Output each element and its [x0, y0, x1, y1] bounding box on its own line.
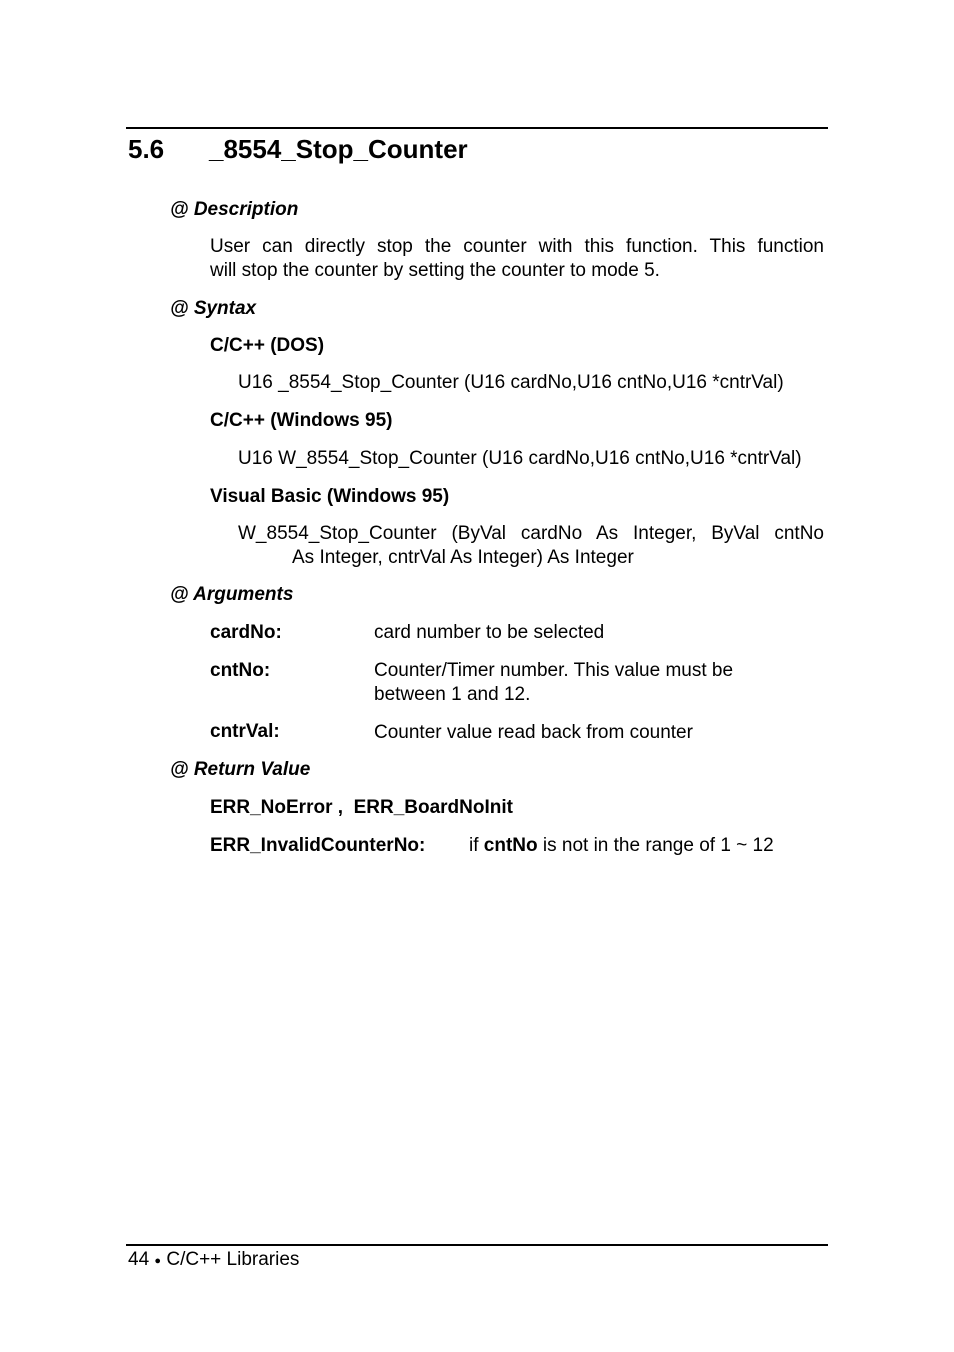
argument-desc-cardno: card number to be selected — [374, 622, 605, 643]
footer-text: C/C++ Libraries — [166, 1249, 300, 1270]
return-value-heading — [170, 758, 310, 782]
description-heading-text: Description — [193, 199, 299, 220]
description-line-2: will stop the counter by setting the counter to mode 5. — [210, 260, 660, 281]
header-rule — [126, 127, 828, 129]
return-value-codes: ERR_NoError , ERR_BoardNoInit — [210, 797, 513, 818]
syntax-vb-code-line-1: W_8554_Stop_Counter (ByVal cardNo As Integer, ByVal cntNo — [238, 523, 824, 544]
description-heading-at: @ — [170, 199, 189, 220]
syntax-vb-label: Visual Basic (Windows 95) — [210, 486, 450, 507]
section-number: 5.6 — [128, 134, 165, 164]
arguments-heading-text: Arguments — [193, 584, 294, 605]
error-desc-suffix: is not in the range of 1 ~ 12 — [537, 835, 774, 856]
argument-desc-cntno-line-1: Counter/Timer number. This value must be — [374, 660, 734, 681]
argument-desc-cntrval: Counter value read back from counter — [374, 722, 693, 743]
footer-bullet-icon: ● — [154, 1255, 162, 1267]
error-desc-param: cntNo — [483, 835, 538, 856]
return-value-error-desc — [469, 834, 774, 858]
syntax-win-code: U16 W_8554_Stop_Counter (U16 cardNo,U16 cntNo,U16 *cntrVal) — [238, 448, 802, 469]
argument-name-cardno: cardNo: — [210, 622, 282, 643]
footer-rule — [126, 1244, 828, 1246]
arguments-heading-at: @ — [170, 584, 189, 605]
footer — [128, 1248, 299, 1273]
syntax-dos-code: U16 _8554_Stop_Counter (U16 cardNo,U16 cntNo,U16 *cntrVal) — [238, 372, 784, 393]
syntax-heading-text: Syntax — [193, 298, 257, 319]
return-value-heading-at: @ — [170, 759, 189, 780]
description-line-1: User can directly stop the counter with this function. This function — [210, 236, 824, 257]
syntax-win-label: C/C++ (Windows 95) — [210, 410, 393, 431]
argument-desc-cntno-line-2: between 1 and 12. — [374, 684, 531, 705]
syntax-dos-label: C/C++ (DOS) — [210, 335, 325, 356]
argument-name-cntrval: cntrVal: — [210, 721, 280, 742]
return-value-heading-text: Return Value — [193, 759, 311, 780]
syntax-vb-code-line-2: As Integer, cntrVal As Integer) As Integer — [292, 547, 634, 568]
syntax-heading-at: @ — [170, 298, 189, 319]
page-title: _8554_Stop_Counter — [209, 134, 468, 164]
syntax-heading — [170, 297, 256, 321]
footer-page-number: 44 — [128, 1249, 150, 1270]
description-heading — [170, 198, 298, 222]
error-desc-prefix: if — [469, 835, 484, 856]
arguments-heading — [170, 583, 293, 607]
argument-name-cntno: cntNo: — [210, 660, 271, 681]
return-value-error-name: ERR_InvalidCounterNo: — [210, 835, 426, 856]
